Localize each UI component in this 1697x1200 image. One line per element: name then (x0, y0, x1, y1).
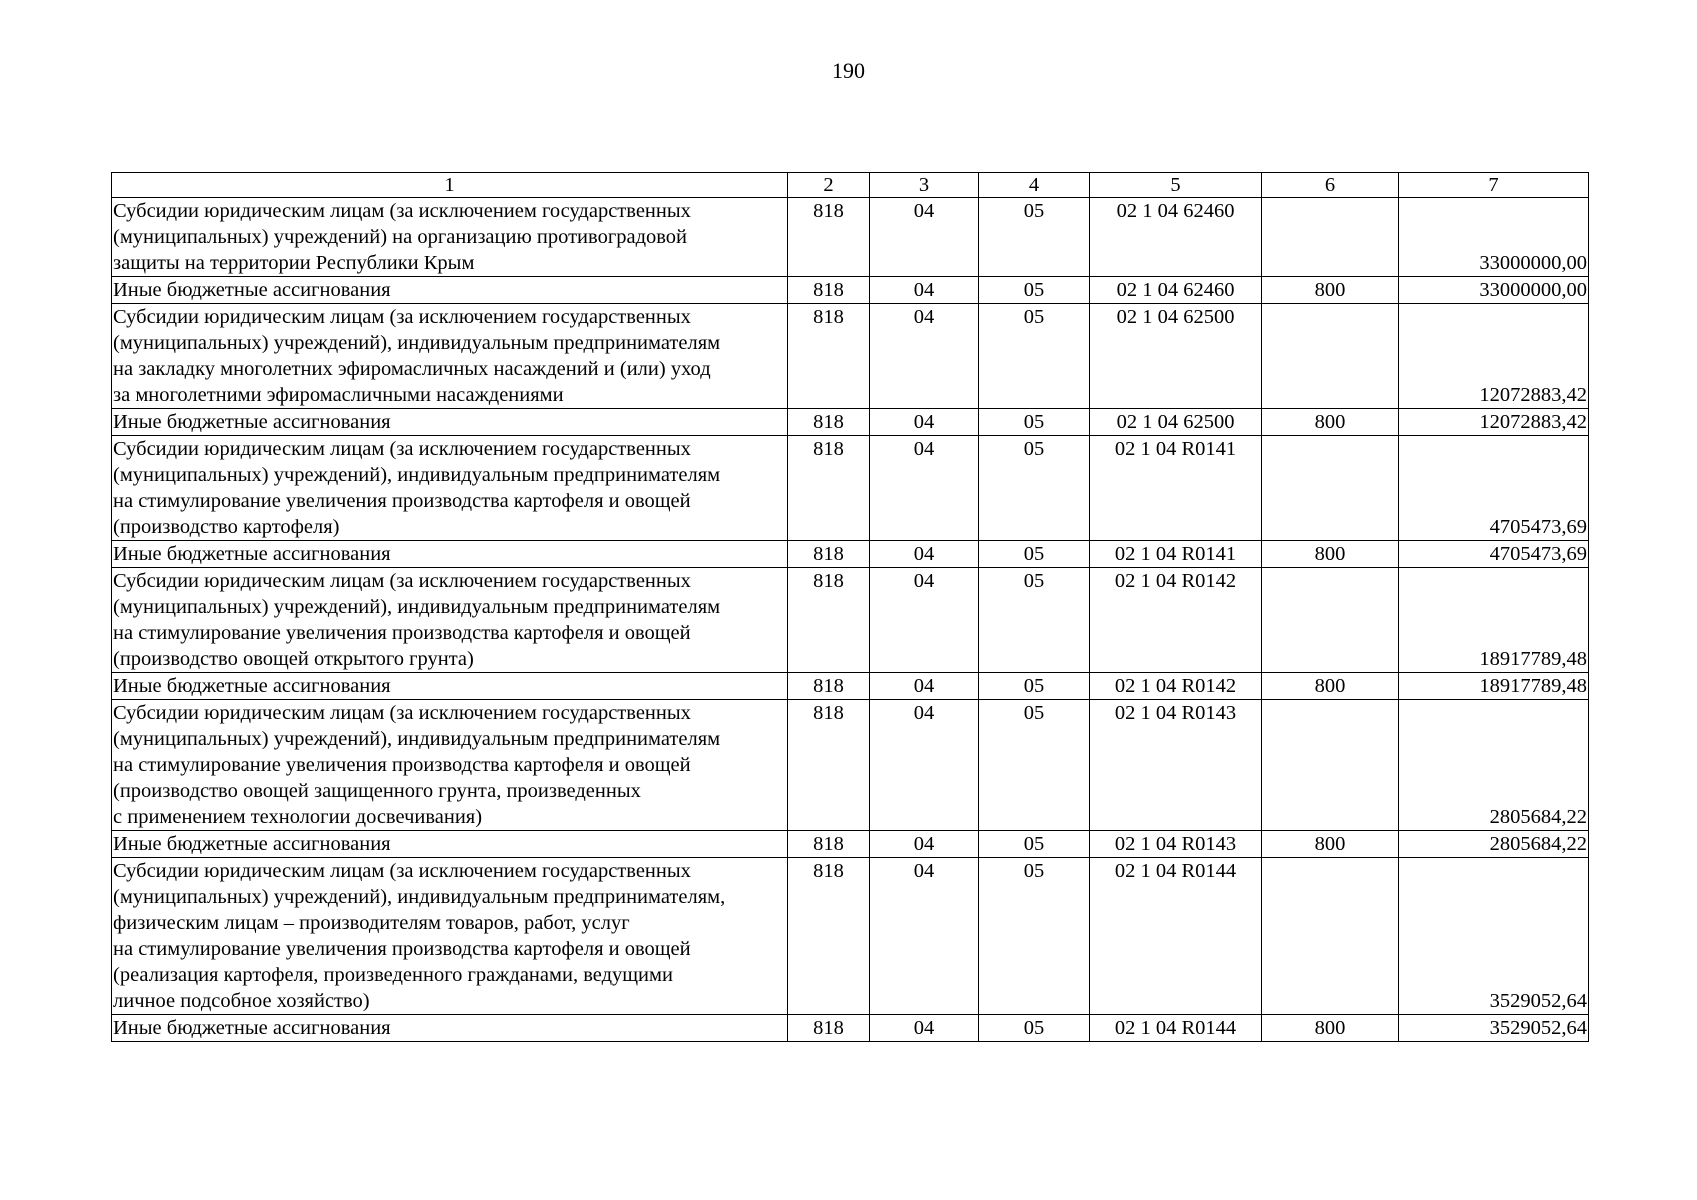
amount-cell: 12072883,42 (1399, 409, 1589, 436)
description-cell (112, 568, 788, 673)
table-row (112, 858, 1589, 1015)
subsection-code-cell: 05 (979, 304, 1090, 409)
subsection-code-cell: 05 (979, 436, 1090, 541)
description-cell (112, 304, 788, 409)
header-cell: 6 (1262, 173, 1399, 198)
budget-table (111, 172, 1589, 1042)
description-cell (112, 541, 788, 568)
description-cell (112, 277, 788, 304)
section-code-cell: 04 (870, 198, 979, 277)
subsection-code-cell: 05 (979, 858, 1090, 1015)
expense-type-cell: 800 (1262, 277, 1399, 304)
expense-type-cell (1262, 700, 1399, 831)
table-header-row (112, 173, 1589, 198)
expense-type-cell (1262, 568, 1399, 673)
amount-cell: 33000000,00 (1399, 198, 1589, 277)
expense-type-cell: 800 (1262, 673, 1399, 700)
amount-cell: 12072883,42 (1399, 304, 1589, 409)
description-cell (112, 673, 788, 700)
subsection-code-cell: 05 (979, 700, 1090, 831)
description-line: на закладку многолетних эфиромасличных насаждений и (или) уход (113, 358, 711, 380)
ministry-code-cell: 818 (788, 831, 870, 858)
table-row (112, 568, 1589, 673)
header-cell: 2 (788, 173, 870, 198)
description-line: (муниципальных) учреждений) на организацию противоградовой (113, 226, 688, 248)
table-row (112, 436, 1589, 541)
amount-cell: 18917789,48 (1399, 673, 1589, 700)
subsection-code-cell: 05 (979, 198, 1090, 277)
subsection-code-cell: 05 (979, 277, 1090, 304)
description-cell (112, 858, 788, 1015)
target-article-cell: 02 1 04 R0143 (1090, 700, 1262, 831)
description-line: (производство овощей открытого грунта) (113, 648, 474, 670)
description-line: физическим лицам – производителям товаров, работ, услуг (113, 912, 630, 934)
ministry-code-cell: 818 (788, 198, 870, 277)
target-article-cell: 02 1 04 62500 (1090, 409, 1262, 436)
section-code-cell: 04 (870, 831, 979, 858)
amount-cell: 33000000,00 (1399, 277, 1589, 304)
subsection-code-cell: 05 (979, 1015, 1090, 1042)
expense-type-cell (1262, 436, 1399, 541)
description-line: Субсидии юридическим лицам (за исключением государственных (113, 306, 691, 328)
ministry-code-cell: 818 (788, 568, 870, 673)
description-line: за многолетними эфиромасличными насаждениями (113, 384, 564, 406)
section-code-cell: 04 (870, 541, 979, 568)
table-row (112, 409, 1589, 436)
description-line: на стимулирование увеличения производства картофеля и овощей (113, 938, 691, 960)
section-code-cell: 04 (870, 673, 979, 700)
section-code-cell: 04 (870, 700, 979, 831)
amount-cell: 2805684,22 (1399, 700, 1589, 831)
subsection-code-cell: 05 (979, 831, 1090, 858)
table-row (112, 700, 1589, 831)
ministry-code-cell: 818 (788, 304, 870, 409)
ministry-code-cell: 818 (788, 858, 870, 1015)
target-article-cell: 02 1 04 R0141 (1090, 436, 1262, 541)
ministry-code-cell: 818 (788, 436, 870, 541)
description-line: Иные бюджетные ассигнования (113, 279, 391, 301)
ministry-code-cell: 818 (788, 673, 870, 700)
section-code-cell: 04 (870, 409, 979, 436)
description-cell (112, 436, 788, 541)
target-article-cell: 02 1 04 R0144 (1090, 1015, 1262, 1042)
description-line: (реализация картофеля, произведенного гражданами, ведущими (113, 964, 673, 986)
expense-type-cell (1262, 304, 1399, 409)
amount-cell: 18917789,48 (1399, 568, 1589, 673)
description-line: (муниципальных) учреждений), индивидуальным предпринимателям (113, 596, 721, 618)
description-line: Иные бюджетные ассигнования (113, 543, 391, 565)
expense-type-cell: 800 (1262, 409, 1399, 436)
section-code-cell: 04 (870, 858, 979, 1015)
description-line: (муниципальных) учреждений), индивидуальным предпринимателям (113, 332, 721, 354)
page-number: 190 (832, 58, 865, 83)
description-cell (112, 1015, 788, 1042)
amount-cell: 2805684,22 (1399, 831, 1589, 858)
table-row (112, 198, 1589, 277)
table-row (112, 277, 1589, 304)
subsection-code-cell: 05 (979, 568, 1090, 673)
table-row (112, 541, 1589, 568)
description-line: Иные бюджетные ассигнования (113, 675, 391, 697)
description-line: на стимулирование увеличения производства картофеля и овощей (113, 622, 691, 644)
header-cell: 5 (1090, 173, 1262, 198)
description-line: личное подсобное хозяйство) (113, 990, 370, 1012)
description-line: Субсидии юридическим лицам (за исключением государственных (113, 438, 691, 460)
amount-cell: 4705473,69 (1399, 541, 1589, 568)
description-line: на стимулирование увеличения производства картофеля и овощей (113, 754, 691, 776)
description-cell (112, 409, 788, 436)
subsection-code-cell: 05 (979, 673, 1090, 700)
ministry-code-cell: 818 (788, 541, 870, 568)
ministry-code-cell: 818 (788, 700, 870, 831)
description-line: (муниципальных) учреждений), индивидуальным предпринимателям, (113, 886, 726, 908)
target-article-cell: 02 1 04 R0143 (1090, 831, 1262, 858)
amount-cell: 3529052,64 (1399, 858, 1589, 1015)
target-article-cell: 02 1 04 62460 (1090, 198, 1262, 277)
table-row (112, 1015, 1589, 1042)
ministry-code-cell: 818 (788, 277, 870, 304)
description-line: Иные бюджетные ассигнования (113, 1017, 391, 1039)
target-article-cell: 02 1 04 62500 (1090, 304, 1262, 409)
target-article-cell: 02 1 04 R0142 (1090, 673, 1262, 700)
table-row (112, 831, 1589, 858)
description-cell (112, 831, 788, 858)
header-cell: 1 (112, 173, 788, 198)
table-row (112, 304, 1589, 409)
target-article-cell: 02 1 04 62460 (1090, 277, 1262, 304)
description-line: (производство овощей защищенного грунта, произведенных (113, 780, 641, 802)
description-cell (112, 700, 788, 831)
expense-type-cell: 800 (1262, 1015, 1399, 1042)
description-line: Иные бюджетные ассигнования (113, 833, 391, 855)
target-article-cell: 02 1 04 R0141 (1090, 541, 1262, 568)
description-line: Иные бюджетные ассигнования (113, 411, 391, 433)
subsection-code-cell: 05 (979, 409, 1090, 436)
description-line: на стимулирование увеличения производства картофеля и овощей (113, 490, 691, 512)
section-code-cell: 04 (870, 436, 979, 541)
description-line: Субсидии юридическим лицам (за исключением государственных (113, 702, 691, 724)
target-article-cell: 02 1 04 R0142 (1090, 568, 1262, 673)
header-cell: 7 (1399, 173, 1589, 198)
table-row (112, 673, 1589, 700)
section-code-cell: 04 (870, 277, 979, 304)
subsection-code-cell: 05 (979, 541, 1090, 568)
header-cell: 4 (979, 173, 1090, 198)
description-line: Субсидии юридическим лицам (за исключением государственных (113, 570, 691, 592)
section-code-cell: 04 (870, 304, 979, 409)
description-line: с применением технологии досвечивания) (113, 806, 483, 828)
ministry-code-cell: 818 (788, 409, 870, 436)
expense-type-cell: 800 (1262, 541, 1399, 568)
target-article-cell: 02 1 04 R0144 (1090, 858, 1262, 1015)
amount-cell: 3529052,64 (1399, 1015, 1589, 1042)
amount-cell: 4705473,69 (1399, 436, 1589, 541)
description-line: (производство картофеля) (113, 516, 340, 538)
description-line: (муниципальных) учреждений), индивидуальным предпринимателям (113, 464, 721, 486)
expense-type-cell: 800 (1262, 831, 1399, 858)
description-line: Субсидии юридическим лицам (за исключением государственных (113, 200, 691, 222)
header-cell: 3 (870, 173, 979, 198)
description-line: (муниципальных) учреждений), индивидуальным предпринимателям (113, 728, 721, 750)
description-cell (112, 198, 788, 277)
section-code-cell: 04 (870, 568, 979, 673)
description-line: Субсидии юридическим лицам (за исключением государственных (113, 860, 691, 882)
ministry-code-cell: 818 (788, 1015, 870, 1042)
expense-type-cell (1262, 198, 1399, 277)
expense-type-cell (1262, 858, 1399, 1015)
section-code-cell: 04 (870, 1015, 979, 1042)
description-line: защиты на территории Республики Крым (113, 252, 475, 274)
